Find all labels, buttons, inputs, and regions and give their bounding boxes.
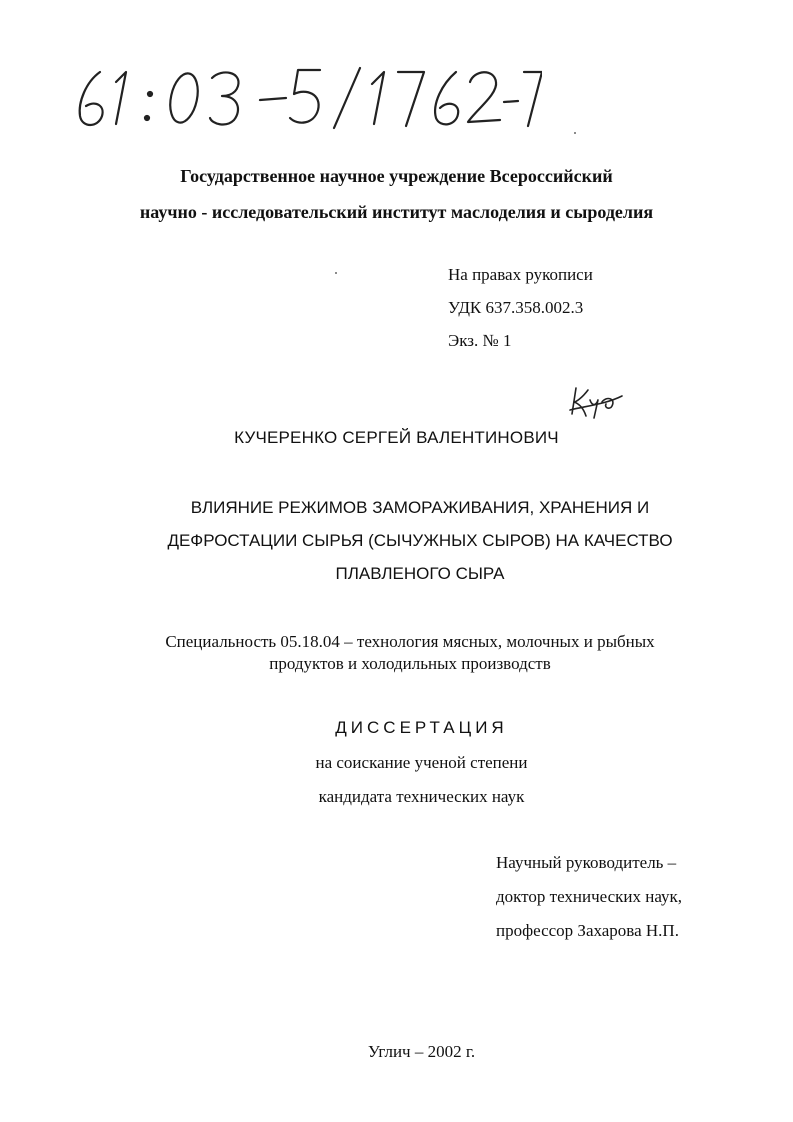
supervisor-name: профессор Захарова Н.П.	[496, 921, 679, 940]
supervisor-role: Научный руководитель –	[496, 853, 677, 872]
manuscript-info	[448, 258, 593, 357]
city-year: Углич – 2002 г.	[367, 1042, 476, 1061]
institution-line-1: Государственное научное учреждение Всероссийский	[180, 166, 613, 186]
degree-line-1: на соискание ученой степени	[315, 753, 528, 772]
supervisor-degree: доктор технических наук,	[496, 887, 683, 906]
supervisor-block	[496, 846, 682, 948]
manuscript-rights: На правах рукописи	[448, 265, 593, 284]
copy-number: Экз. № 1	[448, 331, 512, 350]
thesis-title-line-2: ДЕФРОСТАЦИИ СЫРЬЯ (СЫЧУЖНЫХ СЫРОВ) НА КАЧЕСТВО	[167, 531, 673, 550]
udk-code: УДК 637.358.002.3	[448, 298, 584, 317]
specialty-line-2: продуктов и холодильных производств	[269, 654, 551, 673]
specialty	[120, 631, 700, 675]
document-type-heading: ДИССЕРТАЦИЯ	[335, 718, 508, 737]
handwritten-signature	[566, 384, 626, 420]
thesis-title	[120, 491, 720, 590]
paper-speck	[574, 132, 576, 134]
specialty-line-1: Специальность 05.18.04 – технология мясных, молочных и рыбных	[165, 632, 655, 651]
author-name: КУЧЕРЕНКО СЕРГЕЙ ВАЛЕНТИНОВИЧ	[234, 428, 559, 447]
thesis-title-line-1: ВЛИЯНИЕ РЕЖИМОВ ЗАМОРАЖИВАНИЯ, ХРАНЕНИЯ И	[190, 498, 650, 517]
thesis-title-line-3: ПЛАВЛЕНОГО СЫРА	[335, 564, 505, 583]
paper-speck	[335, 272, 337, 274]
institution-line-2: научно - исследовательский институт маслоделия и сыроделия	[139, 202, 654, 222]
degree-line-2: кандидата технических наук	[318, 787, 525, 806]
handwritten-archive-code	[72, 64, 542, 134]
